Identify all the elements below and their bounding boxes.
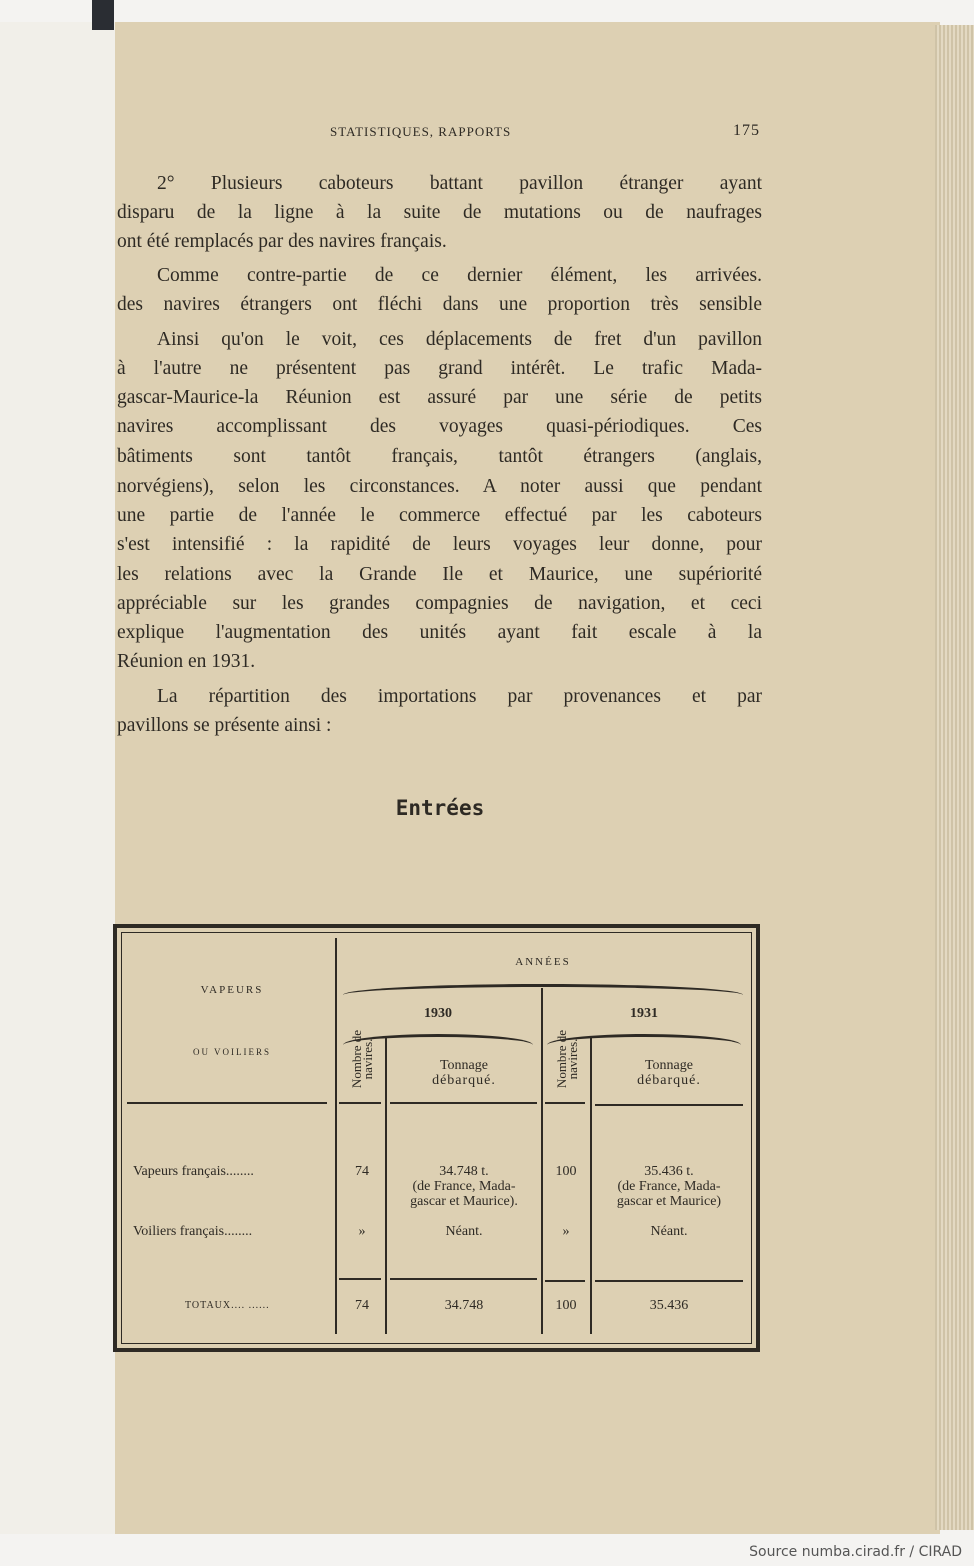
body-line: des navires étrangers ont fléchi dans une proportion très sensible (117, 294, 762, 315)
running-title: STATISTIQUES, RAPPORTS (330, 124, 512, 139)
body-line: Réunion en 1931. (117, 651, 256, 672)
body-line: ont été remplacés par des navires français. (117, 231, 447, 252)
row-label-voiliers: Voiliers français........ (133, 1224, 253, 1239)
section-title: Entrées (395, 796, 485, 820)
total-n1930: 74 (355, 1298, 369, 1313)
years-header: ANNÉES (515, 956, 571, 968)
cell-t1931: Néant. (650, 1224, 688, 1239)
body-line: les relations avec la Grande Ile et Maurice, une supériorité (117, 564, 762, 585)
col-tonnage-1930: Tonnage débarqué. (432, 1058, 496, 1088)
page-edges (935, 25, 974, 1530)
cell-t1931: 35.436 t. (de France, Mada- gascar et Maurice) (616, 1164, 722, 1209)
body-line: à l'autre ne présentent pas grand intérêt. Le trafic Mada- (117, 358, 762, 379)
body-line: Comme contre-partie de ce dernier élément, les arrivées. (157, 265, 762, 286)
cell-n1931: 100 (555, 1164, 577, 1179)
cell-n1930: 74 (355, 1164, 369, 1179)
total-t1930: 34.748 (444, 1298, 484, 1313)
year-1930: 1930 (424, 1006, 452, 1021)
body-line: appréciable sur les grandes compagnies de navigation, et ceci (117, 593, 762, 614)
body-line: gascar-Maurice-la Réunion est assuré par une série de petits (117, 387, 762, 408)
entries-table (113, 924, 760, 1352)
total-t1931: 35.436 (649, 1298, 689, 1313)
col-count-1930: Nombre de navires. (349, 1029, 375, 1089)
cell-n1930: » (358, 1224, 366, 1239)
cell-t1930: 34.748 t. (de France, Mada- gascar et Maurice). (410, 1164, 518, 1209)
col-tonnage-1931: Tonnage débarqué. (637, 1058, 701, 1088)
body-line: une partie de l'année le commerce effectué par les caboteurs (117, 505, 762, 526)
margin-outside (0, 22, 115, 1534)
body-line: s'est intensifié : la rapidité de leurs voyages leur donne, pour (117, 534, 762, 555)
body-line: pavillons se présente ainsi : (117, 715, 332, 736)
total-n1931: 100 (555, 1298, 577, 1313)
body-line: Ainsi qu'on le voit, ces déplacements de fret d'un pavillon (157, 329, 762, 350)
body-line: La répartition des importations par provenances et par (157, 686, 762, 707)
cell-t1930: Néant. (445, 1224, 483, 1239)
cell-n1931: » (562, 1224, 570, 1239)
body-line: disparu de la ligne à la suite de mutations ou de naufrages (117, 202, 762, 223)
body-line: 2° Plusieurs caboteurs battant pavillon étranger ayant (157, 173, 762, 194)
col-count-1931: Nombre de navires. (554, 1029, 580, 1089)
stub-header-voiliers: OU VOILIERS (192, 1047, 272, 1057)
stub-header-vapeurs: VAPEURS (200, 984, 264, 996)
source-credit: Source numba.cirad.fr / CIRAD (749, 1544, 962, 1560)
body-line: bâtiments sont tantôt français, tantôt étrangers (anglais, (117, 446, 762, 467)
body-line: norvégiens), selon les circonstances. A noter aussi que pendant (117, 476, 762, 497)
body-line: explique l'augmentation des unités ayant fait escale à la (117, 622, 762, 643)
year-1931: 1931 (630, 1006, 658, 1021)
row-label-vapeurs: Vapeurs français........ (133, 1164, 254, 1179)
page-number: 175 (733, 122, 760, 139)
body-line: navires accomplissant des voyages quasi-périodiques. Ces (117, 416, 762, 437)
totals-label: TOTAUX.... ...... (185, 1300, 270, 1311)
book-spine (92, 0, 114, 30)
